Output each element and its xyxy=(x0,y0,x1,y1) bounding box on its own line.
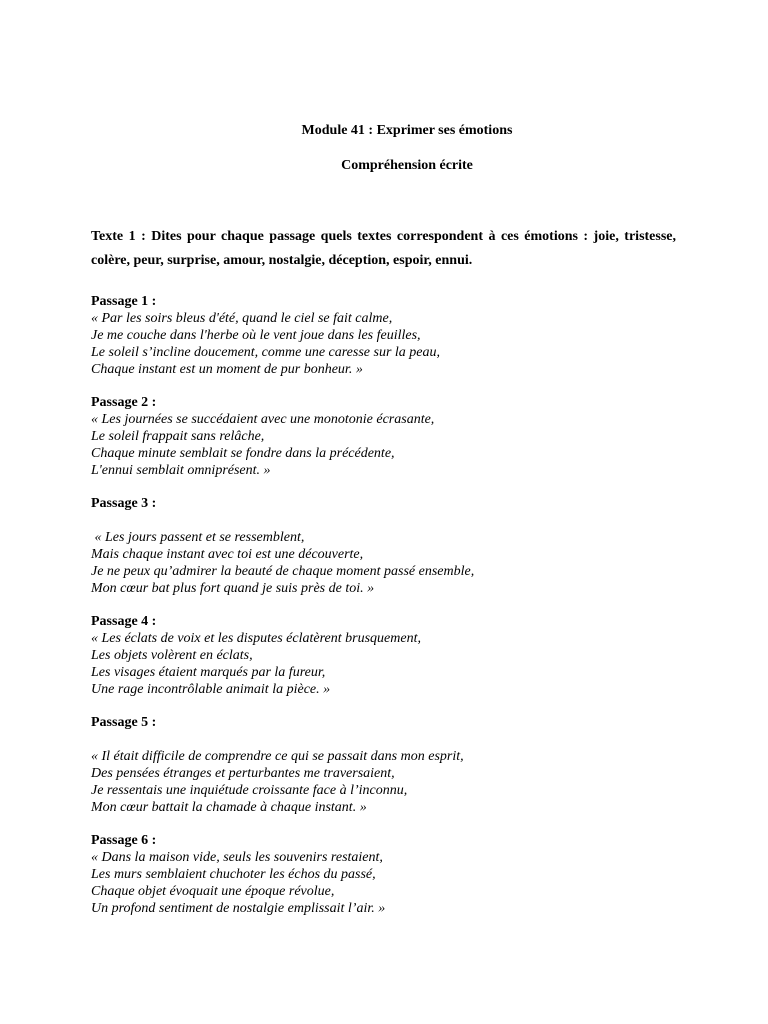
passage-line: « Les journées se succédaient avec une monotonie écrasante, xyxy=(91,412,435,427)
passage-6-text xyxy=(91,849,385,917)
passage-line: Je ne peux qu’admirer la beauté de chaque moment passé ensemble, xyxy=(91,564,475,579)
passage-line: Un profond sentiment de nostalgie emplissait l’air. » xyxy=(91,901,386,916)
passage-line: Mais chaque instant avec toi est une découverte, xyxy=(91,547,364,562)
passage-line: Les visages étaient marqués par la fureur, xyxy=(91,665,326,680)
passage-line: Les objets volèrent en éclats, xyxy=(91,648,253,663)
passage-line: Le soleil frappait sans relâche, xyxy=(91,429,265,444)
passage-2-text xyxy=(91,411,434,479)
passage-line: Chaque minute semblait se fondre dans la précédente, xyxy=(91,446,395,461)
passage-2-heading: Passage 2 : xyxy=(91,395,157,410)
passage-1-heading: Passage 1 : xyxy=(91,294,157,309)
passage-line: Je ressentais une inquiétude croissante face à l’inconnu, xyxy=(91,783,408,798)
passage-line: Mon cœur bat plus fort quand je suis près de toi. » xyxy=(91,581,375,596)
passage-line: Je me couche dans l'herbe où le vent joue dans les feuilles, xyxy=(91,328,421,343)
passage-line: L'ennui semblait omniprésent. » xyxy=(91,463,271,478)
passage-3-heading: Passage 3 : xyxy=(91,496,157,511)
passage-line: Des pensées étranges et perturbantes me traversaient, xyxy=(91,766,395,781)
passage-line: Le soleil s’incline doucement, comme une caresse sur la peau, xyxy=(91,345,441,360)
exercise-instruction: Texte 1 : Dites pour chaque passage quels textes correspondent à ces émotions : joie, tristesse, colère, peur, surprise, amour, nostalgie, déception, espoir, ennui. xyxy=(91,229,676,268)
passage-line: « Les jours passent et se ressemblent, xyxy=(91,530,305,545)
passage-line: Mon cœur battait la chamade à chaque instant. » xyxy=(91,800,367,815)
passage-4-text xyxy=(91,630,421,698)
passage-line: « Dans la maison vide, seuls les souvenirs restaient, xyxy=(91,850,383,865)
passage-5-heading: Passage 5 : xyxy=(91,715,157,730)
passage-line: « Il était difficile de comprendre ce qui se passait dans mon esprit, xyxy=(91,749,464,764)
passage-3-text xyxy=(91,529,474,597)
passage-4-heading: Passage 4 : xyxy=(91,614,157,629)
passage-line: Chaque objet évoquait une époque révolue, xyxy=(91,884,335,899)
passage-line: Chaque instant est un moment de pur bonheur. » xyxy=(91,362,363,377)
passage-line: Les murs semblaient chuchoter les échos du passé, xyxy=(91,867,376,882)
passage-line: « Par les soirs bleus d'été, quand le ciel se fait calme, xyxy=(91,311,393,326)
passage-line: Une rage incontrôlable animait la pièce. » xyxy=(91,682,331,697)
passage-1-text xyxy=(91,310,440,378)
passage-5-text xyxy=(91,748,464,816)
page-title: Module 41 : Exprimer ses émotions xyxy=(301,123,513,138)
passage-line: « Les éclats de voix et les disputes éclatèrent brusquement, xyxy=(91,631,421,646)
passage-6-heading: Passage 6 : xyxy=(91,833,157,848)
page-subtitle: Compréhension écrite xyxy=(341,158,473,173)
